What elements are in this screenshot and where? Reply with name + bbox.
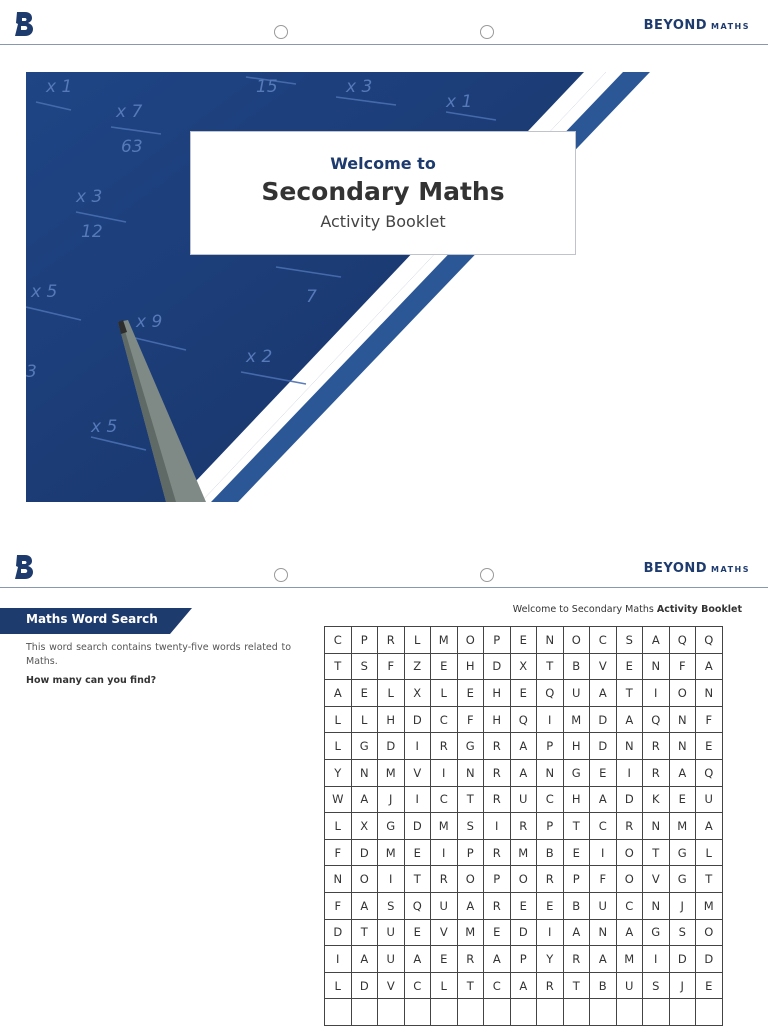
grid-cell[interactable]: N bbox=[457, 759, 484, 786]
svg-text:7: 7 bbox=[306, 287, 317, 307]
svg-text:x 3: x 3 bbox=[76, 187, 103, 207]
grid-cell[interactable] bbox=[537, 999, 564, 1026]
grid-cell[interactable]: E bbox=[537, 892, 564, 919]
grid-cell[interactable]: I bbox=[404, 733, 431, 760]
grid-cell[interactable] bbox=[643, 999, 670, 1026]
grid-cell[interactable]: U bbox=[431, 892, 458, 919]
grid-cell[interactable]: O bbox=[563, 627, 590, 654]
grid-cell[interactable]: R bbox=[484, 892, 511, 919]
running-header-bold: Activity Booklet bbox=[656, 604, 742, 615]
grid-cell[interactable]: K bbox=[643, 786, 670, 813]
grid-cell[interactable]: G bbox=[563, 759, 590, 786]
grid-cell[interactable]: H bbox=[563, 786, 590, 813]
grid-cell[interactable]: D bbox=[510, 919, 537, 946]
grid-cell[interactable]: X bbox=[510, 653, 537, 680]
beyond-logo bbox=[13, 553, 35, 581]
grid-cell[interactable]: A bbox=[590, 786, 617, 813]
grid-cell[interactable]: E bbox=[696, 733, 723, 760]
grid-cell[interactable]: O bbox=[616, 839, 643, 866]
grid-cell[interactable]: C bbox=[431, 706, 458, 733]
grid-cell[interactable]: D bbox=[404, 813, 431, 840]
punch-hole bbox=[274, 25, 288, 39]
grid-cell[interactable]: A bbox=[510, 972, 537, 999]
grid-cell[interactable]: C bbox=[431, 786, 458, 813]
welcome-card bbox=[190, 131, 576, 255]
grid-cell[interactable]: A bbox=[590, 946, 617, 973]
grid-cell[interactable]: C bbox=[616, 892, 643, 919]
grid-cell[interactable]: R bbox=[563, 946, 590, 973]
grid-cell[interactable]: M bbox=[696, 892, 723, 919]
grid-cell[interactable]: I bbox=[537, 919, 564, 946]
grid-cell[interactable]: S bbox=[643, 972, 670, 999]
grid-cell[interactable]: T bbox=[457, 972, 484, 999]
grid-cell[interactable]: A bbox=[590, 680, 617, 707]
grid-cell[interactable]: A bbox=[457, 892, 484, 919]
grid-cell[interactable]: S bbox=[378, 892, 405, 919]
grid-cell[interactable]: V bbox=[643, 866, 670, 893]
grid-cell[interactable] bbox=[510, 999, 537, 1026]
grid-cell[interactable]: R bbox=[643, 759, 670, 786]
grid-cell[interactable]: O bbox=[616, 866, 643, 893]
grid-cell[interactable]: L bbox=[325, 706, 352, 733]
grid-row bbox=[325, 786, 723, 813]
grid-cell[interactable]: B bbox=[537, 839, 564, 866]
grid-cell[interactable]: I bbox=[378, 866, 405, 893]
grid-cell[interactable] bbox=[378, 999, 405, 1026]
grid-cell[interactable]: D bbox=[590, 733, 617, 760]
grid-cell[interactable]: A bbox=[325, 680, 352, 707]
grid-cell[interactable]: G bbox=[457, 733, 484, 760]
grid-row bbox=[325, 999, 723, 1026]
grid-cell[interactable] bbox=[484, 999, 511, 1026]
grid-cell[interactable]: R bbox=[431, 733, 458, 760]
grid-cell[interactable]: E bbox=[616, 653, 643, 680]
grid-cell[interactable]: A bbox=[696, 813, 723, 840]
grid-cell[interactable]: C bbox=[537, 786, 564, 813]
grid-cell[interactable]: N bbox=[669, 706, 696, 733]
grid-cell[interactable]: D bbox=[404, 706, 431, 733]
grid-cell[interactable]: O bbox=[457, 627, 484, 654]
grid-cell[interactable]: B bbox=[590, 972, 617, 999]
grid-cell[interactable] bbox=[696, 999, 723, 1026]
grid-cell[interactable]: D bbox=[669, 946, 696, 973]
grid-row bbox=[325, 972, 723, 999]
grid-cell[interactable]: E bbox=[431, 946, 458, 973]
grid-cell[interactable]: E bbox=[351, 680, 378, 707]
grid-cell[interactable]: E bbox=[457, 680, 484, 707]
grid-cell[interactable]: R bbox=[484, 733, 511, 760]
grid-cell[interactable]: T bbox=[563, 972, 590, 999]
grid-cell[interactable]: N bbox=[351, 759, 378, 786]
grid-cell[interactable]: I bbox=[484, 813, 511, 840]
grid-cell[interactable]: U bbox=[510, 786, 537, 813]
grid-cell[interactable]: H bbox=[378, 706, 405, 733]
grid-cell[interactable]: D bbox=[590, 706, 617, 733]
grid-row bbox=[325, 919, 723, 946]
grid-cell[interactable]: Z bbox=[404, 653, 431, 680]
grid-row bbox=[325, 892, 723, 919]
grid-cell[interactable]: G bbox=[378, 813, 405, 840]
grid-cell[interactable]: R bbox=[537, 866, 564, 893]
grid-row bbox=[325, 653, 723, 680]
grid-cell[interactable]: R bbox=[378, 627, 405, 654]
punch-hole bbox=[480, 25, 494, 39]
grid-cell[interactable]: E bbox=[404, 839, 431, 866]
grid-cell[interactable]: M bbox=[431, 627, 458, 654]
grid-cell[interactable]: D bbox=[696, 946, 723, 973]
booklet-title: Secondary Maths bbox=[261, 177, 505, 206]
grid-cell[interactable]: E bbox=[669, 786, 696, 813]
grid-cell[interactable]: E bbox=[510, 892, 537, 919]
grid-cell[interactable]: F bbox=[696, 706, 723, 733]
grid-cell[interactable]: E bbox=[404, 919, 431, 946]
grid-row bbox=[325, 839, 723, 866]
grid-cell[interactable]: Q bbox=[537, 680, 564, 707]
grid-cell[interactable]: J bbox=[669, 892, 696, 919]
grid-cell[interactable]: C bbox=[590, 813, 617, 840]
grid-cell[interactable]: A bbox=[669, 759, 696, 786]
grid-cell[interactable]: S bbox=[616, 627, 643, 654]
grid-cell[interactable]: Q bbox=[696, 627, 723, 654]
svg-text:x 9: x 9 bbox=[136, 312, 163, 332]
svg-text:3: 3 bbox=[26, 362, 37, 382]
grid-cell[interactable]: A bbox=[510, 759, 537, 786]
brand-name: BEYOND bbox=[643, 561, 708, 576]
grid-cell[interactable]: P bbox=[537, 733, 564, 760]
grid-cell[interactable]: Q bbox=[404, 892, 431, 919]
grid-cell[interactable]: N bbox=[537, 627, 564, 654]
svg-text:63: 63 bbox=[121, 137, 143, 157]
word-search-description: This word search contains twenty-five words related to Maths. bbox=[26, 642, 291, 667]
grid-cell[interactable]: T bbox=[404, 866, 431, 893]
grid-cell[interactable]: R bbox=[457, 946, 484, 973]
svg-text:x 3: x 3 bbox=[346, 77, 373, 97]
grid-cell[interactable]: Y bbox=[325, 759, 352, 786]
grid-cell[interactable]: M bbox=[457, 919, 484, 946]
grid-cell[interactable]: L bbox=[404, 627, 431, 654]
grid-cell[interactable]: Q bbox=[696, 759, 723, 786]
grid-cell[interactable] bbox=[404, 999, 431, 1026]
grid-cell[interactable]: R bbox=[484, 786, 511, 813]
grid-cell[interactable]: T bbox=[325, 653, 352, 680]
grid-cell[interactable]: I bbox=[537, 706, 564, 733]
grid-cell[interactable]: I bbox=[643, 946, 670, 973]
grid-cell[interactable]: T bbox=[457, 786, 484, 813]
svg-text:x 2: x 2 bbox=[246, 347, 273, 367]
grid-cell[interactable]: N bbox=[616, 733, 643, 760]
running-header bbox=[513, 604, 742, 615]
grid-cell[interactable] bbox=[457, 999, 484, 1026]
running-header-prefix: Welcome to Secondary Maths bbox=[512, 604, 654, 615]
grid-cell[interactable]: L bbox=[696, 839, 723, 866]
header-rule bbox=[0, 587, 768, 588]
grid-cell[interactable]: H bbox=[563, 733, 590, 760]
grid-cell[interactable]: M bbox=[378, 759, 405, 786]
grid-cell[interactable]: D bbox=[351, 972, 378, 999]
grid-cell[interactable]: F bbox=[669, 653, 696, 680]
grid-cell[interactable]: A bbox=[563, 919, 590, 946]
grid-cell[interactable]: I bbox=[404, 786, 431, 813]
grid-cell[interactable]: R bbox=[537, 972, 564, 999]
grid-cell[interactable]: R bbox=[484, 759, 511, 786]
grid-cell[interactable]: I bbox=[590, 839, 617, 866]
brand-name: BEYOND bbox=[643, 18, 708, 33]
grid-cell[interactable]: S bbox=[669, 919, 696, 946]
grid-cell[interactable]: S bbox=[457, 813, 484, 840]
grid-cell[interactable]: E bbox=[431, 653, 458, 680]
grid-cell[interactable]: U bbox=[616, 972, 643, 999]
grid-cell[interactable]: J bbox=[669, 972, 696, 999]
grid-cell[interactable] bbox=[351, 999, 378, 1026]
svg-text:x 1: x 1 bbox=[46, 77, 73, 97]
grid-cell[interactable]: P bbox=[484, 866, 511, 893]
grid-cell[interactable]: U bbox=[378, 946, 405, 973]
grid-cell[interactable] bbox=[669, 999, 696, 1026]
grid-cell[interactable]: N bbox=[590, 919, 617, 946]
word-search-grid bbox=[324, 626, 723, 1026]
grid-cell[interactable]: Q bbox=[510, 706, 537, 733]
grid-cell[interactable]: N bbox=[537, 759, 564, 786]
grid-cell[interactable]: G bbox=[669, 866, 696, 893]
grid-cell[interactable]: N bbox=[669, 733, 696, 760]
grid-row bbox=[325, 733, 723, 760]
grid-cell[interactable]: V bbox=[590, 653, 617, 680]
grid-cell[interactable]: T bbox=[643, 839, 670, 866]
grid-cell[interactable]: G bbox=[351, 733, 378, 760]
grid-cell[interactable]: I bbox=[643, 680, 670, 707]
section-title: Maths Word Search bbox=[26, 612, 158, 626]
svg-text:15: 15 bbox=[256, 77, 278, 97]
grid-cell[interactable]: P bbox=[484, 627, 511, 654]
grid-cell[interactable]: R bbox=[431, 866, 458, 893]
grid-cell[interactable]: C bbox=[590, 627, 617, 654]
grid-cell[interactable]: L bbox=[431, 972, 458, 999]
grid-cell[interactable]: F bbox=[325, 892, 352, 919]
grid-cell[interactable]: L bbox=[325, 972, 352, 999]
grid-cell[interactable]: U bbox=[696, 786, 723, 813]
grid-cell[interactable]: Q bbox=[669, 627, 696, 654]
grid-cell[interactable]: B bbox=[563, 892, 590, 919]
grid-cell[interactable]: C bbox=[484, 972, 511, 999]
grid-cell[interactable] bbox=[563, 999, 590, 1026]
grid-cell[interactable]: N bbox=[643, 892, 670, 919]
grid-cell[interactable]: R bbox=[510, 813, 537, 840]
grid-cell[interactable]: D bbox=[616, 786, 643, 813]
grid-cell[interactable] bbox=[616, 999, 643, 1026]
grid-row bbox=[325, 759, 723, 786]
grid-row bbox=[325, 946, 723, 973]
grid-row bbox=[325, 627, 723, 654]
booklet-subtitle: Activity Booklet bbox=[320, 212, 446, 231]
grid-row bbox=[325, 813, 723, 840]
grid-cell[interactable]: D bbox=[351, 839, 378, 866]
grid-cell[interactable]: G bbox=[669, 839, 696, 866]
grid-cell[interactable]: A bbox=[351, 946, 378, 973]
grid-cell[interactable]: F bbox=[378, 653, 405, 680]
brand-wordmark bbox=[644, 14, 750, 33]
grid-cell[interactable]: N bbox=[696, 680, 723, 707]
grid-cell[interactable]: N bbox=[643, 813, 670, 840]
grid-cell[interactable]: X bbox=[351, 813, 378, 840]
grid-cell[interactable]: M bbox=[563, 706, 590, 733]
grid-row bbox=[325, 706, 723, 733]
grid-cell[interactable]: T bbox=[351, 919, 378, 946]
grid-cell[interactable]: C bbox=[325, 627, 352, 654]
grid-cell[interactable] bbox=[325, 999, 352, 1026]
grid-cell[interactable]: A bbox=[616, 706, 643, 733]
grid-cell[interactable]: E bbox=[590, 759, 617, 786]
grid-cell[interactable]: M bbox=[616, 946, 643, 973]
grid-cell[interactable]: M bbox=[510, 839, 537, 866]
svg-text:x 5: x 5 bbox=[91, 417, 118, 437]
grid-cell[interactable]: G bbox=[643, 919, 670, 946]
grid-cell[interactable]: E bbox=[484, 919, 511, 946]
svg-text:x 5: x 5 bbox=[31, 282, 58, 302]
grid-cell[interactable] bbox=[590, 999, 617, 1026]
svg-text:12: 12 bbox=[81, 222, 103, 242]
grid-cell[interactable]: E bbox=[510, 680, 537, 707]
grid-cell[interactable]: N bbox=[643, 653, 670, 680]
grid-cell[interactable]: V bbox=[431, 919, 458, 946]
grid-cell[interactable]: I bbox=[325, 946, 352, 973]
grid-cell[interactable]: Y bbox=[537, 946, 564, 973]
grid-cell[interactable]: A bbox=[351, 892, 378, 919]
grid-cell[interactable]: O bbox=[351, 866, 378, 893]
grid-cell[interactable]: U bbox=[378, 919, 405, 946]
grid-cell[interactable]: P bbox=[537, 813, 564, 840]
grid-cell[interactable]: T bbox=[696, 866, 723, 893]
grid-cell[interactable]: A bbox=[510, 733, 537, 760]
grid-cell[interactable]: E bbox=[563, 839, 590, 866]
grid-cell[interactable]: A bbox=[484, 946, 511, 973]
grid-cell[interactable] bbox=[431, 999, 458, 1026]
grid-cell[interactable]: C bbox=[404, 972, 431, 999]
grid-cell[interactable]: I bbox=[431, 839, 458, 866]
grid-cell[interactable]: E bbox=[696, 972, 723, 999]
grid-cell[interactable]: H bbox=[484, 706, 511, 733]
brand-wordmark bbox=[644, 557, 750, 576]
word-search-question: How many can you find? bbox=[26, 675, 157, 686]
welcome-text: Welcome to bbox=[330, 154, 436, 173]
grid-cell[interactable]: H bbox=[484, 680, 511, 707]
grid-cell[interactable]: L bbox=[378, 680, 405, 707]
grid-cell[interactable]: W bbox=[325, 786, 352, 813]
grid-cell[interactable]: Q bbox=[643, 706, 670, 733]
grid-cell[interactable]: P bbox=[510, 946, 537, 973]
grid-cell[interactable]: R bbox=[643, 733, 670, 760]
grid-row bbox=[325, 680, 723, 707]
grid-cell[interactable]: T bbox=[537, 653, 564, 680]
punch-hole bbox=[274, 568, 288, 582]
header-rule bbox=[0, 44, 768, 45]
grid-cell[interactable]: A bbox=[696, 653, 723, 680]
grid-cell[interactable]: V bbox=[378, 972, 405, 999]
brand-tagline: MATHS bbox=[711, 22, 750, 31]
grid-cell[interactable]: X bbox=[404, 680, 431, 707]
grid-cell[interactable]: F bbox=[457, 706, 484, 733]
brand-tagline: MATHS bbox=[711, 565, 750, 574]
grid-cell[interactable]: U bbox=[563, 680, 590, 707]
grid-cell[interactable]: O bbox=[669, 680, 696, 707]
word-search-page bbox=[0, 545, 768, 1024]
grid-row bbox=[325, 866, 723, 893]
grid-cell[interactable]: J bbox=[378, 786, 405, 813]
grid-cell[interactable]: L bbox=[351, 706, 378, 733]
grid-cell[interactable]: L bbox=[325, 813, 352, 840]
grid-cell[interactable]: R bbox=[616, 813, 643, 840]
grid-cell[interactable]: D bbox=[378, 733, 405, 760]
grid-cell[interactable]: E bbox=[510, 627, 537, 654]
grid-cell[interactable]: F bbox=[325, 839, 352, 866]
punch-hole bbox=[480, 568, 494, 582]
grid-cell[interactable]: A bbox=[404, 946, 431, 973]
grid-cell[interactable]: M bbox=[669, 813, 696, 840]
grid-cell[interactable]: L bbox=[325, 733, 352, 760]
grid-cell[interactable]: P bbox=[457, 839, 484, 866]
grid-cell[interactable]: P bbox=[351, 627, 378, 654]
grid-cell[interactable]: O bbox=[510, 866, 537, 893]
grid-cell[interactable]: V bbox=[404, 759, 431, 786]
grid-cell[interactable]: I bbox=[431, 759, 458, 786]
grid-cell[interactable]: H bbox=[457, 653, 484, 680]
grid-cell[interactable]: A bbox=[616, 919, 643, 946]
grid-cell[interactable]: N bbox=[325, 866, 352, 893]
grid-cell[interactable]: A bbox=[351, 786, 378, 813]
grid-cell[interactable]: U bbox=[590, 892, 617, 919]
grid-cell[interactable]: R bbox=[484, 839, 511, 866]
beyond-logo bbox=[13, 10, 35, 38]
grid-cell[interactable]: A bbox=[643, 627, 670, 654]
grid-cell[interactable]: I bbox=[616, 759, 643, 786]
svg-text:x 1: x 1 bbox=[446, 92, 473, 112]
grid-cell[interactable]: D bbox=[484, 653, 511, 680]
grid-cell[interactable]: O bbox=[696, 919, 723, 946]
grid-cell[interactable]: T bbox=[563, 813, 590, 840]
grid-cell[interactable]: B bbox=[563, 653, 590, 680]
grid-cell[interactable]: T bbox=[616, 680, 643, 707]
grid-cell[interactable]: M bbox=[378, 839, 405, 866]
grid-cell[interactable]: L bbox=[431, 680, 458, 707]
grid-cell[interactable]: S bbox=[351, 653, 378, 680]
grid-cell[interactable]: P bbox=[563, 866, 590, 893]
grid-cell[interactable]: F bbox=[590, 866, 617, 893]
svg-text:x 7: x 7 bbox=[116, 102, 143, 122]
grid-cell[interactable]: O bbox=[457, 866, 484, 893]
grid-cell[interactable]: D bbox=[325, 919, 352, 946]
grid-cell[interactable]: M bbox=[431, 813, 458, 840]
